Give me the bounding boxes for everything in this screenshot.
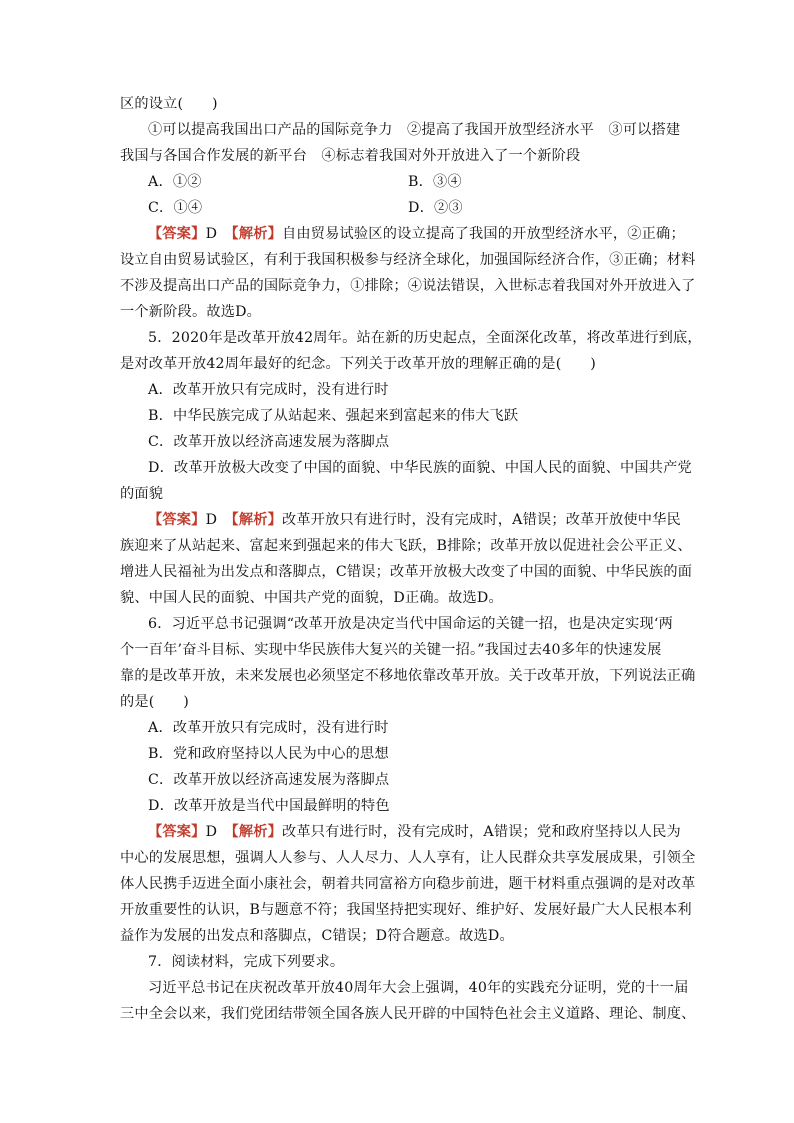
q6-stem-line1: 6．习近平总书记强调“改革开放是决定当代中国命运的关键一招，也是决定实现‘两	[148, 616, 673, 632]
q5-option-c: C．改革开放以经济高速发展为落脚点	[148, 434, 390, 450]
answer-value: D	[205, 226, 232, 242]
q5-option-b: B．中华民族完成了从站起来、强起来到富起来的伟大飞跃	[148, 408, 519, 424]
analysis-tag: 【解析】	[231, 824, 282, 840]
q5-analysis-line4: 貌、中国人民的面貌、中国共产党的面貌，D正确。故选D。	[120, 590, 503, 606]
analysis-tag: 【解析】	[231, 512, 282, 528]
q4-analysis-line2: 设立自由贸易试验区，有利于我国积极参与经济全球化，加强国际经济合作，③正确；材料	[120, 252, 696, 268]
analysis-text: 改革开放只有进行时，没有完成时，A错误；改革开放使中华民	[281, 512, 681, 528]
q4-option-a: A．①②	[148, 174, 202, 190]
q6-option-c: C．改革开放以经济高速发展为落脚点	[148, 772, 390, 788]
q5-option-d-line2: 的面貌	[120, 486, 164, 502]
q4-statements-line2: 我国与各国合作发展的新平台 ④标志着我国对外开放进入了一个新阶段	[120, 148, 581, 164]
q6-analysis-line2: 中心的发展思想，强调人人参与、人人尽力、人人享有，让人民群众共享发展成果，引领全	[120, 850, 696, 866]
q6-analysis-line5: 益作为发展的出发点和落脚点，C错误；D符合题意。故选D。	[120, 928, 514, 944]
answer-tag: 【答案】	[148, 226, 206, 242]
answer-value: D	[205, 512, 232, 528]
q4-option-d: D．②③	[408, 200, 463, 216]
q5-option-a: A．改革开放只有完成时，没有进行时	[148, 382, 389, 398]
q6-stem-line3: 靠的是改革开放，未来发展也必须坚定不移地依靠改革开放。关于改革开放，下列说法正确	[120, 668, 696, 684]
answer-value: D	[205, 824, 232, 840]
q5-stem-line1: 5．2020年是改革开放42周年。站在新的历史起点，全面深化改革，将改革进行到底，	[148, 330, 702, 346]
q4-option-b: B．③④	[408, 174, 462, 190]
q4-option-c: C．①④	[148, 200, 203, 216]
q4-stem-tail: 区的设立( )	[120, 96, 218, 112]
analysis-text: 自由贸易试验区的设立提高了我国的开放型经济水平，②正确；	[281, 226, 685, 242]
q6-option-d: D．改革开放是当代中国最鲜明的特色	[148, 798, 390, 814]
q5-answer-line1	[148, 510, 681, 530]
q7-material-line2: 三中全会以来，我们党团结带领全国各族人民开辟的中国特色社会主义道路、理论、制度、	[120, 1006, 696, 1022]
q7-stem: 7．阅读材料，完成下列要求。	[148, 954, 345, 970]
q6-answer-line1	[148, 822, 681, 842]
analysis-text: 改革只有进行时，没有完成时，A错误；党和政府坚持以人民为	[281, 824, 681, 840]
answer-tag: 【答案】	[148, 512, 206, 528]
q6-option-b: B．党和政府坚持以人民为中心的思想	[148, 746, 389, 762]
q6-analysis-line3: 体人民携手迈进全面小康社会，朝着共同富裕方向稳步前进，题干材料重点强调的是对改革	[120, 876, 696, 892]
q4-answer-line1	[148, 224, 685, 244]
q5-analysis-line3: 增进人民福祉为出发点和落脚点，C错误；改革开放极大改变了中国的面貌、中华民族的面	[120, 564, 693, 580]
q7-material-line1: 习近平总书记在庆祝改革开放40周年大会上强调，40年的实践充分证明，党的十一届	[148, 980, 689, 996]
q6-stem-line2: 个一百年’奋斗目标、实现中华民族伟大复兴的关键一招。”我国过去40多年的快速发展	[120, 642, 662, 658]
q5-stem-line2: 是对改革开放42周年最好的纪念。下列关于改革开放的理解正确的是( )	[120, 356, 596, 372]
q5-option-d-line1: D．改革开放极大改变了中国的面貌、中华民族的面貌、中国人民的面貌、中国共产党	[148, 460, 692, 476]
q6-stem-line4: 的是( )	[120, 694, 190, 710]
q4-analysis-line3: 不涉及提高出口产品的国际竞争力，①排除；④说法错误，入世标志着我国对外开放进入了	[120, 278, 696, 294]
q6-analysis-line4: 开放重要性的认识，B与题意不符；我国坚持把实现好、维护好、发展好最广大人民根本利	[120, 902, 692, 918]
q4-statements-line1: ①可以提高我国出口产品的国际竞争力 ②提高了我国开放型经济水平 ③可以搭建	[148, 122, 681, 138]
q4-analysis-line4: 一个新阶段。故选D。	[120, 304, 262, 320]
q6-option-a: A．改革开放只有完成时，没有进行时	[148, 720, 389, 736]
answer-tag: 【答案】	[148, 824, 206, 840]
analysis-tag: 【解析】	[231, 226, 282, 242]
q5-analysis-line2: 族迎来了从站起来、富起来到强起来的伟大飞跃，B排除；改革开放以促进社会公平正义、	[120, 538, 692, 554]
